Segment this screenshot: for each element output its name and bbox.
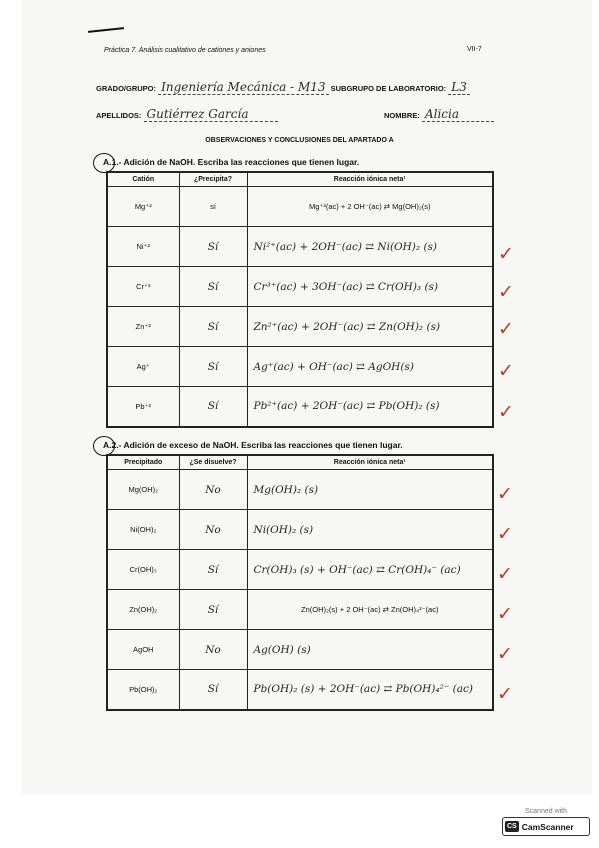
precipitates-cell: sí xyxy=(179,187,247,227)
table-row xyxy=(107,510,493,550)
reaction-cell: Pb(OH)₂ (s) + 2OH⁻(ac) ⇄ Pb(OH)₄²⁻ (ac) xyxy=(247,670,493,710)
table-row xyxy=(107,347,493,387)
table-row xyxy=(107,227,493,267)
table-header-row xyxy=(107,455,493,470)
reaction-cell: Cr³⁺(ac) + 3OH⁻(ac) ⇄ Cr(OH)₃ (s) xyxy=(247,267,493,307)
precipitates-cell: Sí xyxy=(179,307,247,347)
cation-cell: Mg⁺² xyxy=(107,187,179,227)
group-label: GRADO/GRUPO: xyxy=(96,84,156,93)
reaction-cell: Cr(OH)₃ (s) + OH⁻(ac) ⇄ Cr(OH)₄⁻ (ac) xyxy=(247,550,493,590)
reaction-cell: Mg(OH)₂ (s) xyxy=(247,470,493,510)
check-mark-icon: ✓ xyxy=(498,318,514,340)
pen-stroke xyxy=(88,27,124,33)
table-row xyxy=(107,187,493,227)
group-line xyxy=(96,80,470,95)
dissolves-cell: No xyxy=(179,510,247,550)
reaction-cell: Zn²⁺(ac) + 2OH⁻(ac) ⇄ Zn(OH)₂ (s) xyxy=(247,307,493,347)
cation-cell: Ag⁺ xyxy=(107,347,179,387)
check-mark-icon: ✓ xyxy=(498,401,514,423)
cation-cell: Zn⁺² xyxy=(107,307,179,347)
page-number: VII-7 xyxy=(467,46,482,53)
column-header: Precipitado xyxy=(107,455,179,470)
check-mark-icon: ✓ xyxy=(497,603,513,625)
table-row xyxy=(107,550,493,590)
precipitate-cell: Pb(OH)₂ xyxy=(107,670,179,710)
camscanner-logo xyxy=(502,817,590,836)
camscanner-icon: CS xyxy=(507,823,517,830)
cation-cell: Pb⁺² xyxy=(107,387,179,427)
reaction-cell: Ni(OH)₂ (s) xyxy=(247,510,493,550)
practice-title: Práctica 7. Análisis cualitativo de cationes y aniones xyxy=(104,47,266,54)
name-label: NOMBRE: xyxy=(384,111,420,120)
dissolves-cell: Sí xyxy=(179,590,247,630)
reaction-cell: Ag⁺(ac) + OH⁻(ac) ⇄ AgOH(s) xyxy=(247,347,493,387)
cation-cell: Cr⁺³ xyxy=(107,267,179,307)
precipitate-cell: Cr(OH)₃ xyxy=(107,550,179,590)
group-value: Ingeniería Mecánica - M13 xyxy=(158,80,328,95)
precipitate-cell: Ni(OH)₂ xyxy=(107,510,179,550)
column-header: Catión xyxy=(107,172,179,187)
dissolves-cell: No xyxy=(179,630,247,670)
table-row xyxy=(107,470,493,510)
check-mark-icon: ✓ xyxy=(497,683,513,705)
check-mark-icon: ✓ xyxy=(497,483,513,505)
dissolves-cell: No xyxy=(179,470,247,510)
table-row xyxy=(107,670,493,710)
column-header: ¿Se disuelve? xyxy=(179,455,247,470)
scanned-with-label: Scanned with xyxy=(524,808,568,815)
precipitates-cell: Sí xyxy=(179,347,247,387)
surname-value: Gutiérrez García xyxy=(144,107,278,122)
precipitates-cell: Sí xyxy=(179,267,247,307)
precipitate-cell: Zn(OH)₂ xyxy=(107,590,179,630)
table-row xyxy=(107,590,493,630)
check-mark-icon: ✓ xyxy=(497,643,513,665)
cation-cell: Ni⁺² xyxy=(107,227,179,267)
check-mark-icon: ✓ xyxy=(498,360,514,382)
precipitate-cell: Mg(OH)₂ xyxy=(107,470,179,510)
check-mark-icon: ✓ xyxy=(498,243,514,265)
section-a1-title: A.1.- Adición de NaOH. Escriba las reacciones que tienen lugar. xyxy=(103,157,360,167)
precipitate-cell: AgOH xyxy=(107,630,179,670)
check-mark-icon: ✓ xyxy=(497,563,513,585)
name-value: Alicia xyxy=(422,107,494,122)
precipitates-cell: Sí xyxy=(179,227,247,267)
column-header: Reacción iónica neta¹ xyxy=(247,172,493,187)
name-line xyxy=(384,107,494,122)
reaction-cell: Ni²⁺(ac) + 2OH⁻(ac) ⇄ Ni(OH)₂ (s) xyxy=(247,227,493,267)
reaction-cell: Pb²⁺(ac) + 2OH⁻(ac) ⇄ Pb(OH)₂ (s) xyxy=(247,387,493,427)
precipitates-cell: Sí xyxy=(179,387,247,427)
dissolves-cell: Sí xyxy=(179,670,247,710)
observations-title: OBSERVACIONES Y CONCLUSIONES DEL APARTADO A xyxy=(205,137,394,144)
check-mark-icon: ✓ xyxy=(497,523,513,545)
table-row xyxy=(107,630,493,670)
dissolves-cell: Sí xyxy=(179,550,247,590)
column-header: ¿Precipita? xyxy=(179,172,247,187)
table-a1 xyxy=(106,171,494,428)
subgroup-label: SUBGRUPO DE LABORATORIO: xyxy=(330,84,447,93)
surname-label: APELLIDOS: xyxy=(96,111,142,120)
table-row xyxy=(107,267,493,307)
subgroup-value: L3 xyxy=(448,80,470,95)
camscanner-brand: CamScanner xyxy=(521,821,574,832)
table-a2 xyxy=(106,454,494,711)
table-header-row xyxy=(107,172,493,187)
table-row xyxy=(107,307,493,347)
surname-line xyxy=(96,107,278,122)
reaction-cell: Zn(OH)₂(s) + 2 OH⁻(ac) ⇄ Zn(OH)₄²⁻(ac) xyxy=(247,590,493,630)
table-row xyxy=(107,387,493,427)
section-a2-title: A.2.- Adición de exceso de NaOH. Escriba las reacciones que tienen lugar. xyxy=(103,440,403,450)
scanner-watermark xyxy=(502,808,590,836)
reaction-cell: Mg⁺²(ac) + 2 OH⁻(ac) ⇄ Mg(OH)₂(s) xyxy=(247,187,493,227)
column-header: Reacción iónica neta¹ xyxy=(247,455,493,470)
reaction-cell: Ag(OH) (s) xyxy=(247,630,493,670)
check-mark-icon: ✓ xyxy=(498,281,514,303)
